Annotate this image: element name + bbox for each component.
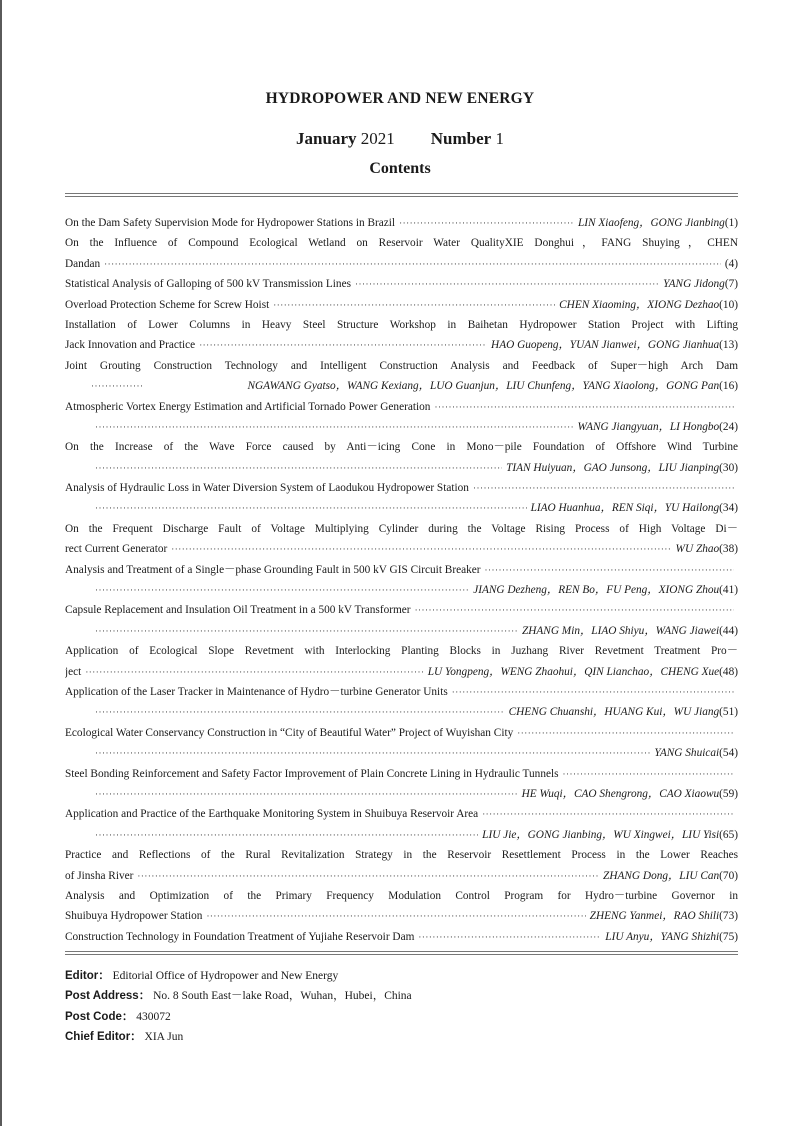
toc-line	[65, 458, 738, 478]
toc-page-number: (70)	[719, 869, 738, 882]
toc-line	[65, 927, 738, 947]
dot-leader	[563, 764, 734, 784]
toc-title-text: Overload Protection Scheme for Screw Hoist	[65, 298, 270, 311]
toc-title-text: Shuibuya Hydropower Station	[65, 910, 203, 923]
toc-page-number: (24)	[719, 420, 738, 433]
imprint-value: 430072	[136, 1010, 171, 1023]
toc-page-number: (10)	[719, 298, 738, 311]
toc-authors: LIN Xiaofeng，GONG Jianbing	[577, 217, 725, 229]
toc-authors: ZHENG Yanmei，RAO Shili	[589, 910, 720, 923]
dot-leader	[355, 274, 659, 294]
toc-line	[65, 376, 738, 396]
dot-leader	[171, 539, 671, 559]
toc-title-text: On the Dam Safety Supervision Mode for Hydropower Stations in Brazil	[65, 217, 396, 229]
toc-authors: LIU Anyu，YANG Shizhi	[605, 930, 720, 943]
toc-line	[65, 519, 738, 539]
dot-leader	[434, 397, 734, 417]
toc-title-text: On the Frequent Discharge Fault of Voltage Multiplying Cylinder during the Voltage Rising Process of High Voltage Di－	[65, 522, 738, 535]
toc-page-number: (59)	[719, 787, 738, 800]
issue-year: 2021	[360, 129, 395, 148]
toc-page-number: (41)	[719, 584, 738, 597]
toc-title-text: Application of Ecological Slope Revetment with Interlocking Planting Blocks in Juzhang River Revetment Treatment Pro－	[65, 645, 738, 658]
dot-leader	[485, 560, 734, 580]
toc-title-text: Ecological Water Conservancy Construction in “City of Beautiful Water” Project of Wuyishan City	[65, 726, 514, 739]
toc-line	[65, 886, 738, 906]
toc-authors: ZHANG Dong，LIU Can	[603, 869, 720, 882]
toc-line	[65, 213, 738, 233]
toc-line	[65, 682, 738, 702]
dot-leader	[206, 906, 585, 926]
dot-leader	[95, 825, 478, 845]
toc-title-text: Steel Bonding Reinforcement and Safety Factor Improvement of Plain Concrete Lining in Hydraulic Tunnels	[65, 767, 559, 780]
toc-page-number: (34)	[719, 502, 738, 515]
toc-line	[65, 825, 738, 845]
journal-title: HYDROPOWER AND NEW ENERGY	[265, 90, 535, 107]
toc-authors: HE Wuqi，CAO Shengrong，CAO Xiaowu	[521, 787, 720, 800]
dot-leader	[95, 702, 505, 722]
toc-authors: WANG Jiangyuan，LI Hongbo	[577, 420, 720, 433]
dot-leader	[85, 662, 423, 682]
dot-leader	[273, 295, 555, 315]
imprint-post-address: Post Address： No. 8 South East－lake Road，Wuhan，Hubei，China	[65, 990, 412, 1003]
toc-title-text: Construction Technology in Foundation Treatment of Yujiahe Reservoir Dam	[65, 930, 415, 943]
toc-title-text: Jack Innovation and Practice	[65, 339, 196, 352]
dot-leader	[473, 478, 734, 498]
toc-page-number: (7)	[724, 278, 738, 291]
imprint-editor: Editor： Editorial Office of Hydropower and New Energy	[65, 970, 339, 982]
toc-line	[65, 560, 738, 580]
imprint-value: Editorial Office of Hydropower and New Energy	[112, 970, 339, 982]
toc-line	[65, 417, 738, 437]
toc-line	[65, 335, 738, 355]
toc-title-text: Installation of Lower Columns in Heavy Steel Structure Workshop in Baihetan Hydropower Station Project with Lifting	[65, 318, 738, 331]
dot-leader	[137, 866, 599, 886]
dot-leader	[482, 804, 734, 824]
toc-authors: LU Yongpeng，WENG Zhaohui，QIN Lianchao，CHENG Xue	[427, 665, 720, 678]
dot-leader	[95, 417, 574, 437]
imprint-value: No. 8 South East－lake Road，Wuhan，Hubei，China	[153, 990, 412, 1003]
toc-line	[65, 723, 738, 743]
toc-title-text: Dandan	[65, 257, 101, 270]
toc-page-number: (1)	[724, 217, 738, 229]
dot-leader	[95, 580, 469, 600]
toc-page-number: (16)	[719, 380, 738, 393]
toc-line	[65, 866, 738, 886]
dot-leader	[104, 254, 721, 274]
toc-authors: LIAO Huanhua，REN Siqi，YU Hailong	[530, 502, 720, 515]
dot-leader	[95, 743, 650, 763]
toc-title-text: Capsule Replacement and Insulation Oil Treatment in a 500 kV Transformer	[65, 604, 411, 617]
imprint-value: XIA Jun	[144, 1031, 184, 1044]
toc-title-text: On the Increase of the Wave Force caused by Anti－icing Cone in Mono－pile Foundation of Offshore Wind Turbine	[65, 441, 738, 454]
toc-line	[65, 254, 738, 274]
toc-authors: YANG Jidong	[663, 278, 725, 291]
toc-page-number: (4)	[724, 257, 738, 270]
dot-leader	[399, 213, 574, 233]
toc-page-number: (73)	[719, 910, 738, 923]
toc-line	[65, 662, 738, 682]
issue-info	[0, 129, 800, 149]
dot-leader	[418, 927, 601, 947]
imprint-label: Chief Editor	[65, 1031, 131, 1044]
dot-leader	[452, 682, 734, 702]
issue-number: 1	[495, 129, 504, 148]
dot-leader	[95, 621, 518, 641]
dot-leader	[199, 335, 487, 355]
dot-leader	[95, 784, 518, 804]
toc-authors: TIAN Huiyuan，GAO Junsong，LIU Jianping	[506, 461, 720, 474]
toc-line	[65, 804, 738, 824]
toc-line	[65, 906, 738, 926]
toc-authors: CHENG Chuanshi，HUANG Kui，WU Jiang	[508, 706, 720, 719]
toc-line	[65, 621, 738, 641]
toc-line	[65, 233, 738, 253]
dot-leader	[95, 498, 527, 518]
toc-title-text: of Jinsha River	[65, 869, 134, 882]
toc-title-text: Analysis of Hydraulic Loss in Water Diversion System of Laodukou Hydropower Station	[65, 482, 469, 495]
toc-page-number: (44)	[719, 624, 738, 637]
toc-page-number: (38)	[719, 543, 738, 556]
toc-line	[65, 315, 738, 335]
toc-line	[65, 641, 738, 661]
toc-authors: CHEN Xiaoming，XIONG Dezhao	[559, 298, 720, 311]
imprint-label: Post Code	[65, 1010, 122, 1023]
toc-page-number: (51)	[719, 706, 738, 719]
toc-page-number: (75)	[719, 930, 738, 943]
toc-title-text: ject	[65, 665, 82, 678]
table-of-contents	[65, 213, 738, 947]
toc-line	[65, 702, 738, 722]
toc-authors: WU Zhao	[675, 543, 720, 556]
toc-line	[65, 274, 738, 294]
toc-line	[65, 600, 738, 620]
toc-authors: NGAWANG Gyatso，WANG Kexiang，LUO Guanjun，LIU Chunfeng，YANG Xiaolong，GONG Pan	[247, 380, 720, 393]
toc-line	[65, 845, 738, 865]
toc-page-number: (54)	[719, 747, 738, 760]
toc-authors: YANG Shuicai	[654, 747, 720, 760]
toc-page-number: (30)	[719, 461, 738, 474]
issue-number-label: Number	[430, 129, 492, 148]
toc-title-text: Application and Practice of the Earthquake Monitoring System in Shuibuya Reservoir Area	[65, 808, 479, 821]
toc-line	[65, 580, 738, 600]
toc-title-text: Analysis and Treatment of a Single－phase Grounding Fault in 500 kV GIS Circuit Breaker	[65, 563, 481, 576]
toc-page-number: (48)	[719, 665, 738, 678]
toc-authors: HAO Guopeng，YUAN Jianwei，GONG Jianhua	[491, 339, 720, 352]
toc-title-text: Analysis and Optimization of the Primary Frequency Modulation Control Program for Hydro－turbine Governor in	[65, 889, 738, 902]
toc-authors: LIU Jie，GONG Jianbing，WU Xingwei，LIU Yisi	[482, 828, 720, 841]
toc-authors: JIANG Dezheng，REN Bo，FU Peng，XIONG Zhou	[473, 584, 720, 597]
dot-leader	[91, 376, 143, 396]
toc-line	[65, 764, 738, 784]
toc-line	[65, 295, 738, 315]
toc-line	[65, 356, 738, 376]
toc-line	[65, 539, 738, 559]
imprint	[65, 966, 738, 1048]
toc-title-text: rect Current Generator	[65, 543, 168, 556]
toc-title-text: Practice and Reflections of the Rural Revitalization Strategy in the Reservoir Resettlement Process in the Lower Reaches	[65, 849, 738, 862]
toc-line	[65, 743, 738, 763]
toc-title-text: Application of the Laser Tracker in Maintenance of Hydro－turbine Generator Units	[65, 685, 448, 698]
issue-month: January	[296, 129, 357, 148]
toc-title-text: On the Influence of Compound Ecological Wetland on Reservoir Water QualityXIE Donghui，FANG Shuying，CHEN	[65, 237, 738, 250]
contents-heading: Contents	[369, 160, 431, 177]
imprint-post-code: Post Code： 430072	[65, 1010, 171, 1023]
toc-line	[65, 478, 738, 498]
toc-page-number: (65)	[719, 828, 738, 841]
toc-line	[65, 397, 738, 417]
imprint-label: Editor	[65, 970, 99, 982]
dot-leader	[517, 723, 734, 743]
toc-line	[65, 437, 738, 457]
dot-leader	[415, 600, 734, 620]
toc-page-number: (13)	[719, 339, 738, 352]
toc-title-text: Statistical Analysis of Galloping of 500 kV Transmission Lines	[65, 278, 351, 291]
toc-title-text: Atmospheric Vortex Energy Estimation and Artificial Tornado Power Generation	[65, 400, 431, 413]
toc-authors: ZHANG Min，LIAO Shiyu，WANG Jiawei	[521, 624, 720, 637]
toc-line	[65, 498, 738, 518]
imprint-label: Post Address	[65, 990, 139, 1003]
toc-line	[65, 784, 738, 804]
toc-title-text: Joint Grouting Construction Technology and Intelligent Construction Analysis and Feedback of Super－high Arch Dam	[65, 359, 738, 372]
imprint-chief-editor: Chief Editor： XIA Jun	[65, 1031, 184, 1044]
dot-leader	[95, 458, 502, 478]
